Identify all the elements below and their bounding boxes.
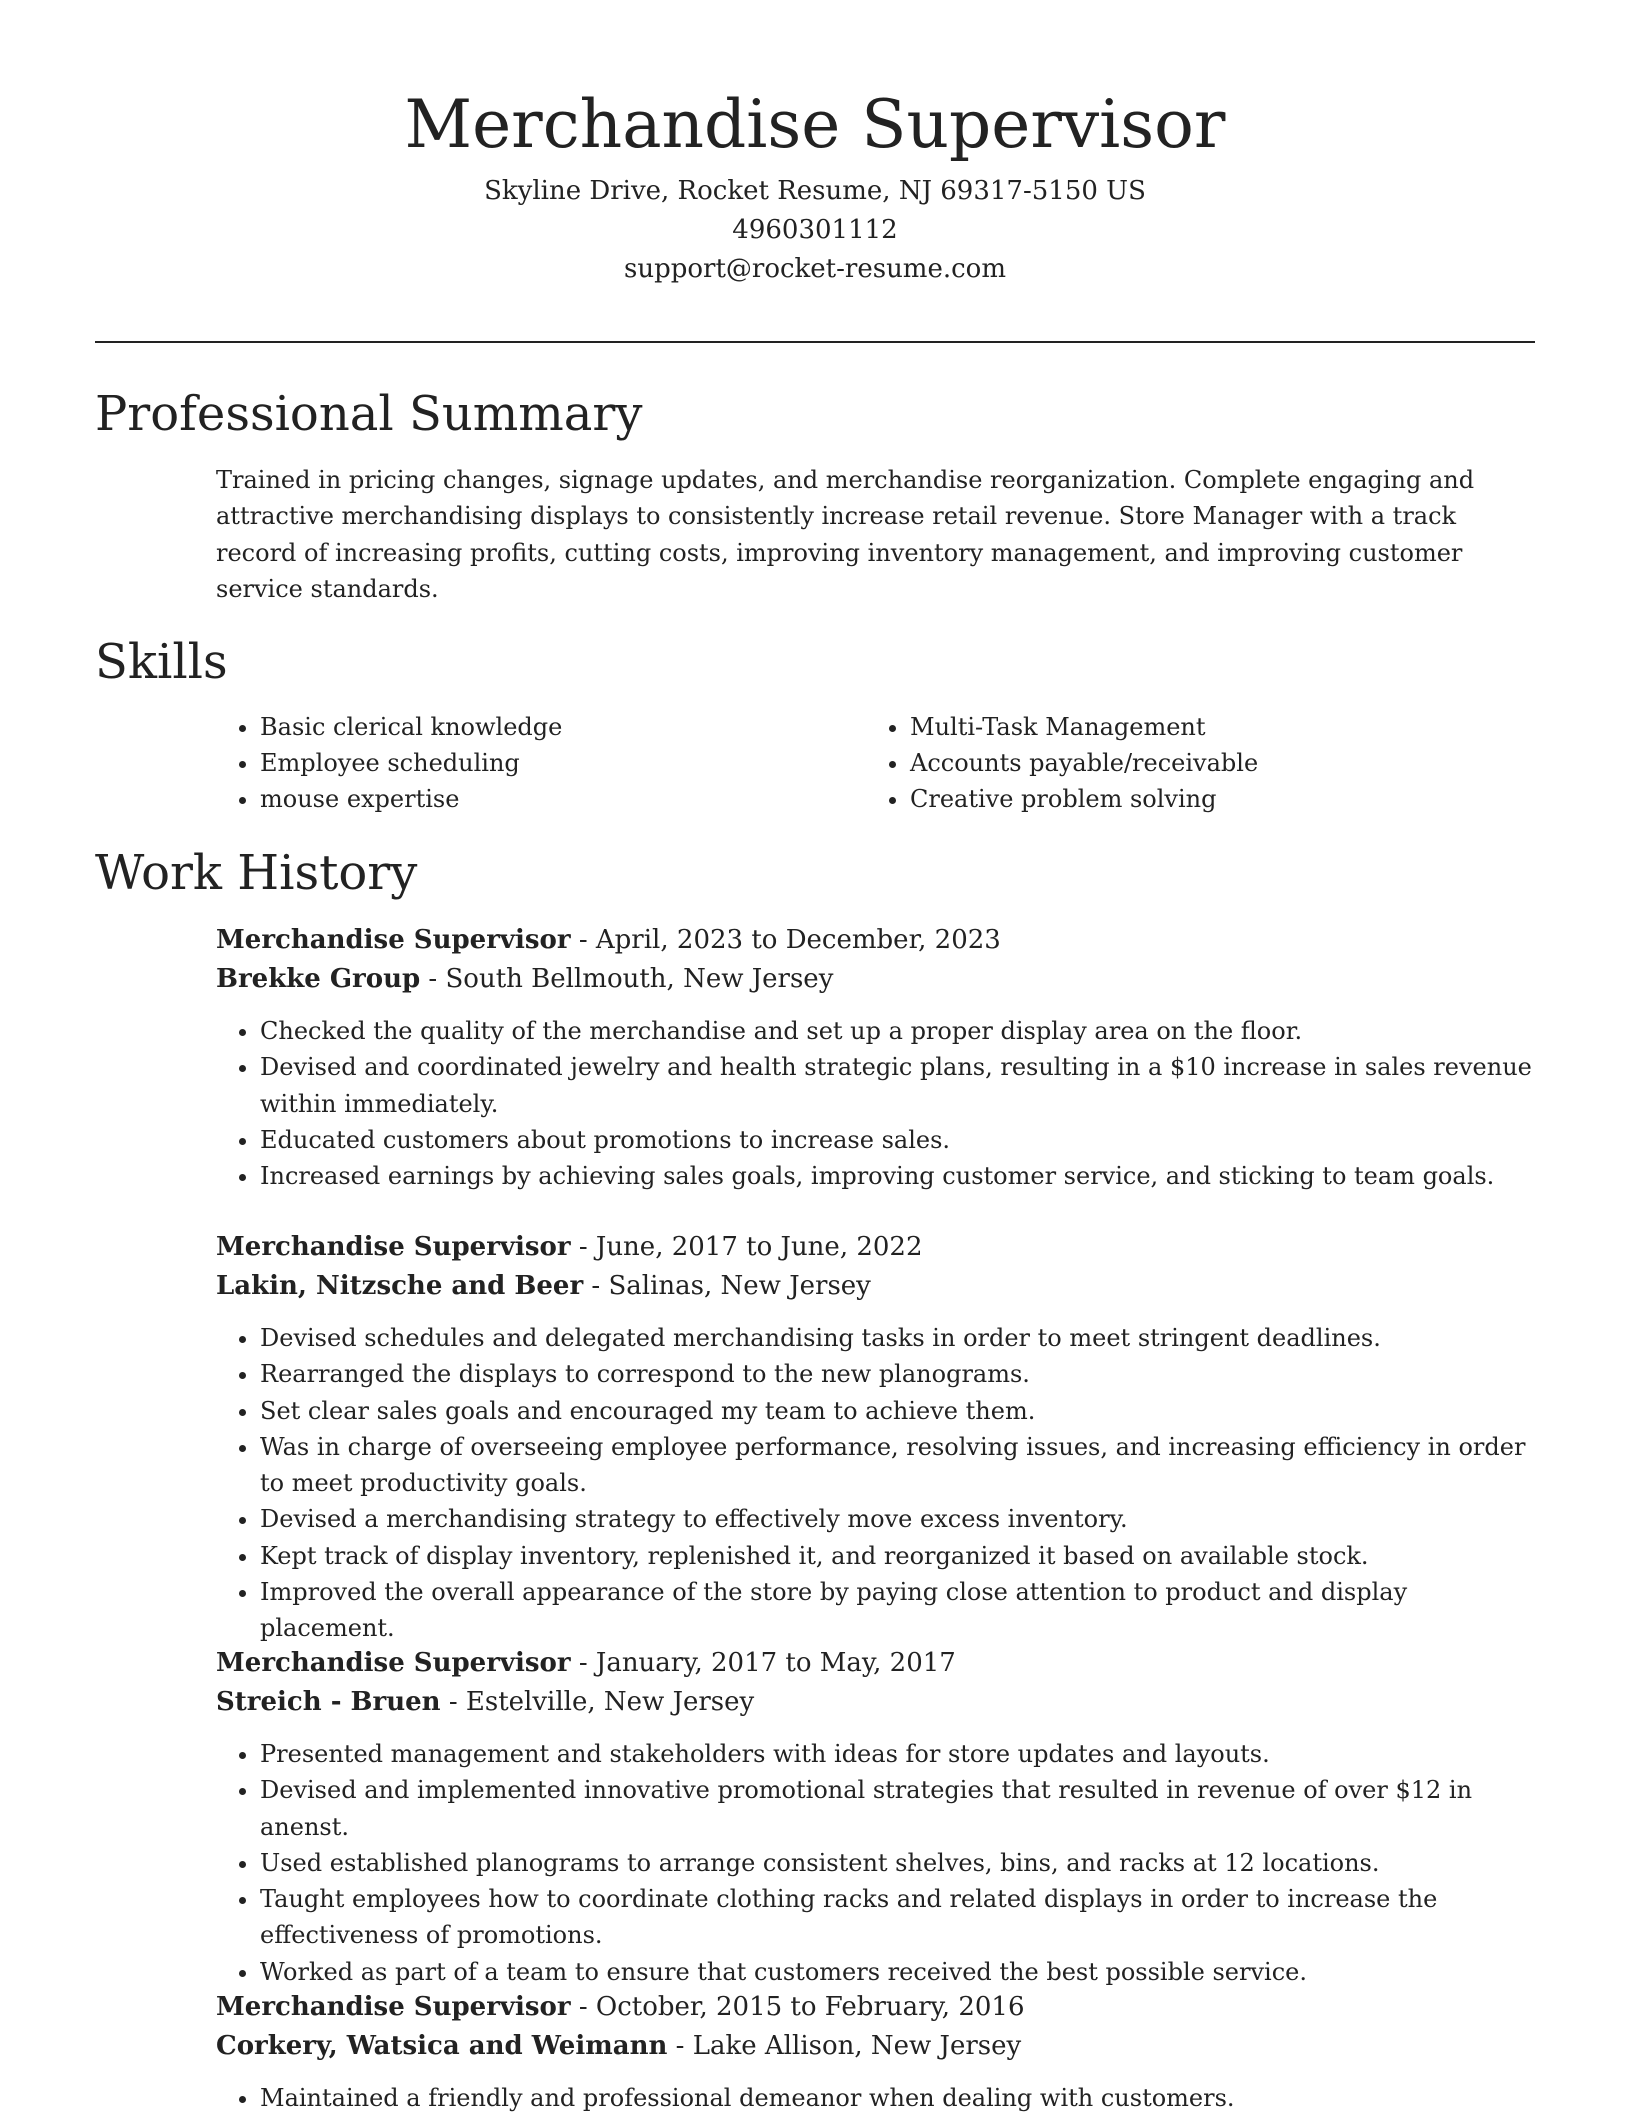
job-bullet: • Increased earnings by achieving sales goals, improving customer service, and sticking to team goals. [260, 1158, 1536, 1194]
job-role: Merchandise Supervisor [216, 1232, 571, 1262]
job-entry [216, 1644, 1536, 1990]
job-bullet: • Presented management and stakeholders with ideas for store updates and layouts. [260, 1736, 1536, 1772]
skill-item: • Basic clerical knowledge [260, 709, 562, 745]
job-bullet: • Maintained a friendly and professional demeanor when dealing with customers. [260, 2080, 1536, 2116]
job-company-line [216, 1267, 1536, 1306]
contact-phone: 4960301112 [732, 215, 898, 245]
job-entry [216, 921, 1536, 1194]
job-company: Brekke Group [216, 964, 421, 994]
job-role: Merchandise Supervisor [216, 1648, 571, 1678]
summary-heading: Professional Summary [95, 386, 643, 442]
job-location: Estelville, New Jersey [465, 1687, 755, 1717]
job-dates: October, 2015 to February, 2016 [595, 1992, 1025, 2022]
job-bullet: • Devised schedules and delegated merchandising tasks in order to meet stringent deadlines. [260, 1320, 1536, 1356]
skill-item: • Accounts payable/receivable [910, 745, 1258, 781]
job-bullet: • Checked the quality of the merchandise and set up a proper display area on the floor. [260, 1013, 1536, 1049]
skills-heading: Skills [95, 634, 228, 690]
job-company-line [216, 1683, 1536, 1722]
job-entry [216, 1228, 1536, 1647]
job-location: Salinas, New Jersey [608, 1271, 871, 1301]
skill-item: • mouse expertise [260, 781, 562, 817]
separator: - [440, 1687, 466, 1717]
job-title-line [216, 1988, 1536, 2027]
job-bullet: • Devised and coordinated jewelry and health strategic plans, resulting in a $10 increase in sales revenue within immediately. [260, 1049, 1536, 1122]
job-dates: June, 2017 to June, 2022 [595, 1232, 923, 1262]
contact-email: support@rocket-resume.com [623, 254, 1006, 284]
job-bullet: • Taught employees how to coordinate clothing racks and related displays in order to increase the effectiveness of promotions. [260, 1881, 1536, 1954]
job-title-line [216, 1228, 1536, 1267]
job-title-line [216, 1644, 1536, 1683]
job-bullets [216, 1736, 1536, 1990]
job-dates: January, 2017 to May, 2017 [595, 1648, 956, 1678]
job-bullet: • Devised a merchandising strategy to effectively move excess inventory. [260, 1501, 1536, 1537]
job-company: Corkery, Watsica and Weimann [216, 2031, 668, 2061]
job-role: Merchandise Supervisor [216, 925, 571, 955]
job-bullet: • Used established planograms to arrange consistent shelves, bins, and racks at 12 locations. [260, 1845, 1536, 1881]
job-title-line [216, 921, 1536, 960]
header-divider [95, 341, 1535, 343]
contact-address: Skyline Drive, Rocket Resume, NJ 69317-5150 US [484, 176, 1146, 206]
skill-item: • Multi-Task Management [910, 709, 1258, 745]
separator: - [570, 1648, 596, 1678]
job-bullets [216, 2080, 1536, 2116]
skill-item: • Employee scheduling [260, 745, 562, 781]
summary-text: Trained in pricing changes, signage updates, and merchandise reorganization. Complete engaging and attractive merchandising displays to consistently increase retail revenue. Store Manager with a track record of increasing profits, cutting costs, improving inventory management, and improving customer service standards. [216, 466, 1475, 603]
job-company: Streich - Bruen [216, 1687, 441, 1717]
job-bullets [216, 1320, 1536, 1647]
job-bullet: • Devised and implemented innovative promotional strategies that resulted in revenue of over $12 in anenst. [260, 1772, 1536, 1845]
job-bullet: • Was in charge of overseeing employee performance, resolving issues, and increasing efficiency in order to meet productivity goals. [260, 1429, 1536, 1502]
skill-item: • Creative problem solving [910, 781, 1258, 817]
job-dates: April, 2023 to December, 2023 [595, 925, 1001, 955]
job-bullet: • Kept track of display inventory, replenished it, and reorganized it based on available stock. [260, 1538, 1536, 1574]
job-bullets [216, 1013, 1536, 1194]
job-location: Lake Allison, New Jersey [692, 2031, 1022, 2061]
job-bullet: • Educated customers about promotions to increase sales. [260, 1122, 1536, 1158]
job-entry [216, 1988, 1536, 2116]
job-company-line [216, 960, 1536, 999]
separator: - [420, 964, 446, 994]
job-role: Merchandise Supervisor [216, 1992, 571, 2022]
skills-list-left [216, 709, 562, 817]
separator: - [667, 2031, 693, 2061]
job-company-line [216, 2027, 1536, 2066]
job-bullet: • Worked as part of a team to ensure that customers received the best possible service. [260, 1954, 1536, 1990]
candidate-name: Merchandise Supervisor [404, 86, 1226, 163]
work-history-heading: Work History [95, 845, 418, 901]
separator: - [583, 1271, 609, 1301]
separator: - [570, 925, 596, 955]
job-bullet: • Set clear sales goals and encouraged my team to achieve them. [260, 1393, 1536, 1429]
job-company: Lakin, Nitzsche and Beer [216, 1271, 584, 1301]
job-bullet: • Improved the overall appearance of the store by paying close attention to product and display placement. [260, 1574, 1536, 1647]
separator: - [570, 1232, 596, 1262]
separator: - [570, 1992, 596, 2022]
job-bullet: • Rearranged the displays to correspond to the new planograms. [260, 1356, 1536, 1392]
skills-list-right [866, 709, 1258, 817]
job-location: South Bellmouth, New Jersey [445, 964, 834, 994]
resume-header [95, 80, 1535, 289]
